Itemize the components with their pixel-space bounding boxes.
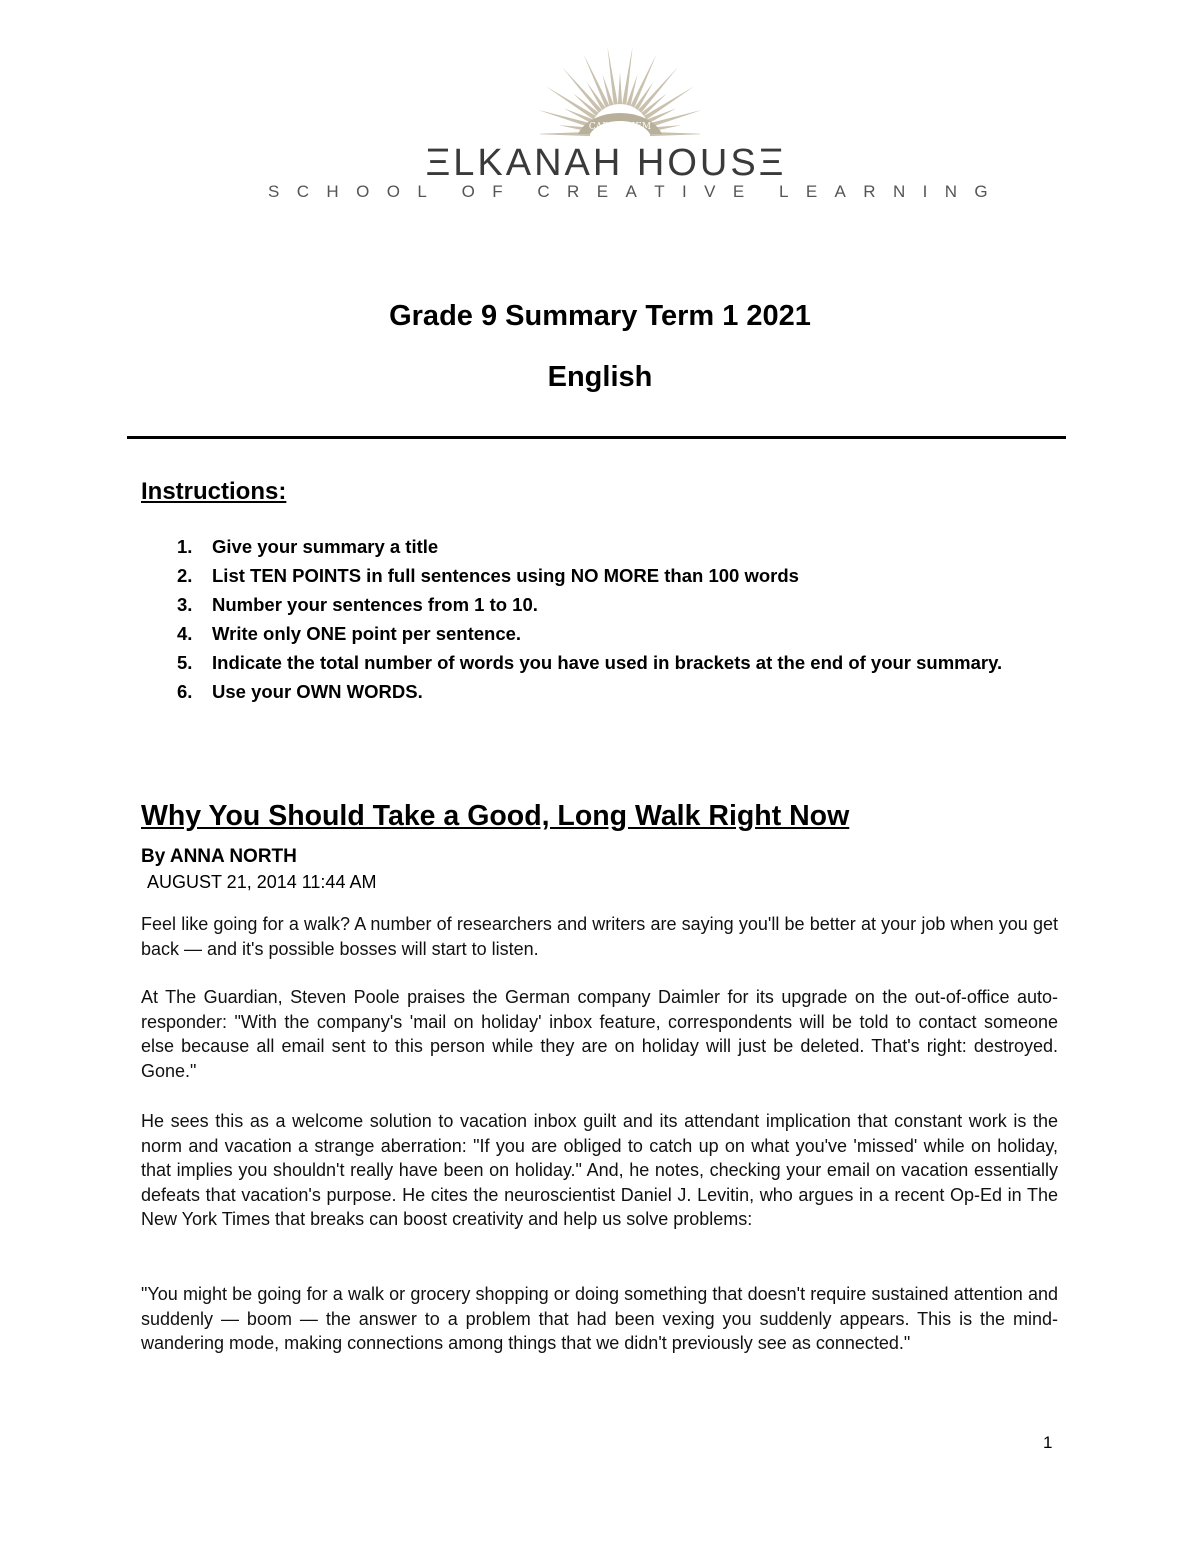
- instruction-item: 6. Use your OWN WORDS.: [177, 681, 423, 702]
- instruction-item: 5. Indicate the total number of words you have used in brackets at the end of your summary.: [177, 652, 1003, 673]
- tagline-letter: E: [805, 182, 818, 201]
- logo-motto: CARPE DIEM: [588, 122, 652, 132]
- tagline-letter: F: [492, 182, 503, 201]
- tagline-letter: E: [596, 182, 609, 201]
- sun-emblem-icon: [540, 38, 700, 148]
- tagline-letter: R: [567, 182, 580, 201]
- instruction-item: 4. Write only ONE point per sentence.: [177, 623, 522, 644]
- tagline-letter: L: [417, 182, 427, 201]
- article-paragraph: He sees this as a welcome solution to vacation inbox guilt and its attendant implication that constant work is the norm and vacation a strange aberration: "If you are obliged to catch up on what you've 'missed' while on holiday, that implies you shouldn't really have been on holiday." And, he notes, checking your email on vacation essentially defeats that vacation's purpose. He cites the neuroscientist Daniel J. Levitin, who argues in a recent Op-Ed in The New York Times that breaks can boost creativity and help us solve problems:: [141, 1111, 1058, 1229]
- page-number: 1: [1043, 1433, 1053, 1452]
- school-tagline: [268, 182, 988, 202]
- tagline-letter: N: [944, 182, 958, 201]
- instructions-list: [141, 532, 1041, 706]
- title-divider: [127, 436, 1066, 439]
- sun-ray: [638, 67, 678, 112]
- tagline-letter: V: [704, 182, 716, 201]
- article-paragraph: Feel like going for a walk? A number of researchers and writers are saying you'll be better at your job when you get back — and it's possible bosses will start to listen.: [141, 914, 1058, 959]
- instruction-item: 1. Give your summary a title: [177, 536, 439, 557]
- tagline-letter: A: [625, 182, 637, 201]
- sun-ray: [618, 72, 622, 104]
- tagline-letter: I: [922, 182, 928, 201]
- document-title: Grade 9 Summary Term 1 2021: [389, 300, 811, 332]
- sun-ray: [562, 67, 602, 112]
- article-paragraph: "You might be going for a walk or grocery shopping or doing something that doesn't require sustained attention and suddenly — boom — the answer to a problem that had been vexing you suddenly appears. This is the mind-wandering mode, making connections among things that we didn't previously see as connected.": [141, 1284, 1058, 1353]
- tagline-letter: T: [654, 182, 665, 201]
- instructions-heading: Instructions:: [141, 478, 287, 505]
- tagline-letter: N: [892, 182, 906, 201]
- tagline-letter: L: [778, 182, 789, 201]
- tagline-letter: E: [732, 182, 745, 201]
- article-date: AUGUST 21, 2014 11:44 AM: [147, 872, 377, 892]
- document-subject: English: [547, 361, 653, 393]
- tagline-letter: O: [386, 182, 400, 201]
- instruction-item: 2. List TEN POINTS in full sentences using NO MORE than 100 words: [177, 565, 799, 586]
- article-byline: By ANNA NORTH: [141, 846, 297, 867]
- tagline-letter: S: [268, 182, 280, 201]
- article-paragraph: At The Guardian, Steven Poole praises the German company Daimler for its upgrade on the out-of-office auto-responder: "With the company's 'mail on holiday' inbox feature, correspondents will be told to contact someone else because all email sent to this person while they are on holiday will just be deleted. That's right: destroyed. Gone.": [141, 987, 1058, 1081]
- instruction-item: 3. Number your sentences from 1 to 10.: [177, 594, 538, 615]
- school-name: ΞLKANAH HOUSΞ: [425, 142, 787, 184]
- article-title: Why You Should Take a Good, Long Walk Right Now: [141, 800, 850, 832]
- tagline-letter: I: [681, 182, 687, 201]
- tagline-letter: A: [834, 182, 846, 201]
- tagline-letter: G: [974, 182, 988, 201]
- tagline-letter: O: [461, 182, 475, 201]
- tagline-letter: O: [356, 182, 370, 201]
- tagline-letter: C: [537, 182, 550, 201]
- tagline-letter: R: [863, 182, 876, 201]
- tagline-letter: H: [326, 182, 339, 201]
- school-logo: [0, 30, 1200, 220]
- tagline-letter: C: [296, 182, 310, 201]
